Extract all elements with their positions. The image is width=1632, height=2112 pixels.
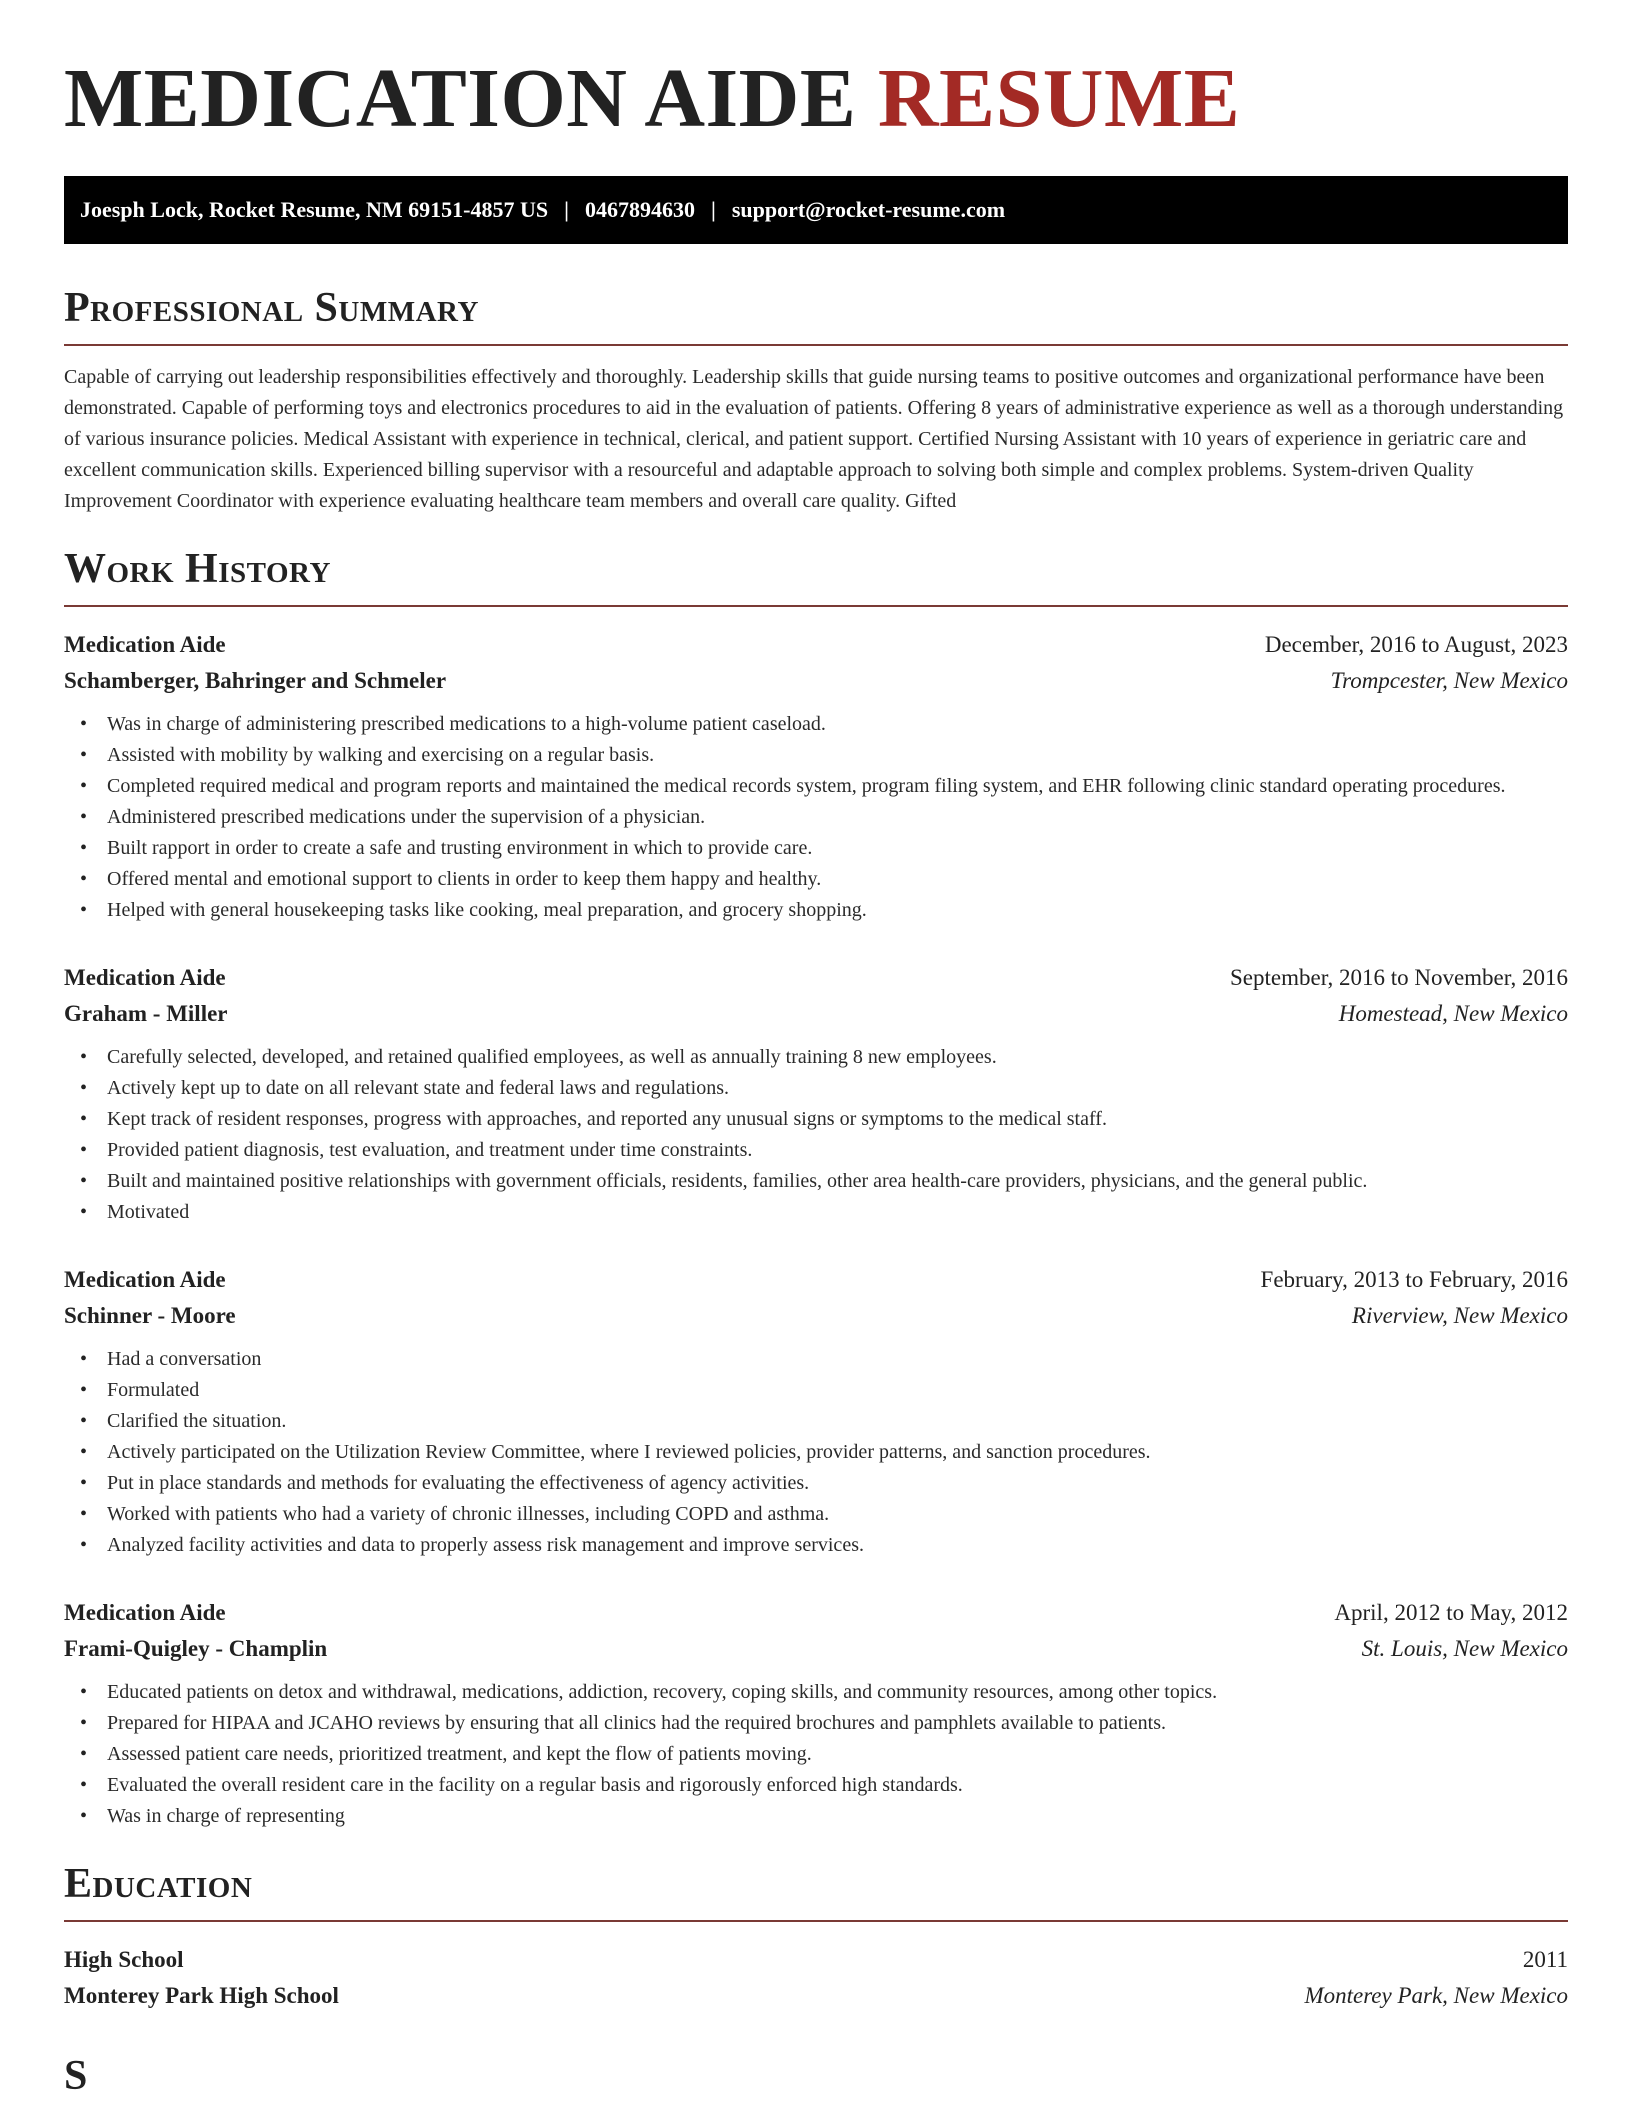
title-main: MEDICATION AIDE: [64, 52, 857, 145]
job-bullet: • Educated patients on detox and withdrawal, medications, addiction, recovery, coping skills, and community resources, among other topics.: [107, 1677, 1568, 1708]
job-header-row: [64, 960, 1568, 996]
job-header-row: [64, 1262, 1568, 1298]
education-heading: Education: [64, 1858, 1568, 1922]
contact-bar: [64, 176, 1568, 244]
resume-title: [64, 0, 1568, 146]
work-history-section: [64, 543, 1568, 1832]
next-section-heading: S: [64, 2053, 88, 2099]
job-location: St. Louis, New Mexico: [1361, 1636, 1568, 1661]
work-history-heading: Work History: [64, 543, 1568, 607]
job-bullet: • Completed required medical and program reports and maintained the medical records system, program filing system, and EHR following clinic standard operating procedures.: [107, 771, 1568, 802]
job-role: Medication Aide: [64, 965, 226, 990]
job-bullet: • Assisted with mobility by walking and exercising on a regular basis.: [107, 740, 1568, 771]
resume-content: [64, 0, 1568, 2112]
job-bullet: • Assessed patient care needs, prioritized treatment, and kept the flow of patients moving.: [107, 1739, 1568, 1770]
education-degree: High School: [64, 1947, 184, 1972]
job-company-row: [64, 1298, 1568, 1334]
job-company-row: [64, 663, 1568, 699]
job-bullet: • Analyzed facility activities and data to properly assess risk management and improve services.: [107, 1530, 1568, 1561]
job-location: Trompcester, New Mexico: [1330, 668, 1568, 693]
job-bullet: • Worked with patients who had a variety of chronic illnesses, including COPD and asthma.: [107, 1499, 1568, 1530]
job-bullet: • Kept track of resident responses, progress with approaches, and reported any unusual signs or symptoms to the medical staff.: [107, 1104, 1568, 1135]
job-bullet: • Helped with general housekeeping tasks like cooking, meal preparation, and grocery shopping.: [107, 895, 1568, 926]
job-bullets: [64, 1677, 1568, 1832]
job-bullet: • Provided patient diagnosis, test evaluation, and treatment under time constraints.: [107, 1135, 1568, 1166]
job-bullet: • Offered mental and emotional support to clients in order to keep them happy and healthy.: [107, 864, 1568, 895]
title-accent: RESUME: [877, 52, 1241, 145]
job-dates: December, 2016 to August, 2023: [1264, 632, 1568, 657]
job-entry: [64, 960, 1568, 1228]
contact-phone: 0467894630: [584, 197, 695, 222]
job-dates: February, 2013 to February, 2016: [1260, 1267, 1568, 1292]
job-bullets: [64, 709, 1568, 926]
job-header-row: [64, 1595, 1568, 1631]
education-year: 2011: [1522, 1947, 1568, 1972]
job-role: Medication Aide: [64, 1267, 226, 1292]
job-location: Homestead, New Mexico: [1338, 1001, 1568, 1026]
job-bullet: • Carefully selected, developed, and retained qualified employees, as well as annually training 8 new employees.: [107, 1042, 1568, 1073]
education-header-row: [64, 1942, 1568, 1978]
job-bullet: • Built rapport in order to create a safe and trusting environment in which to provide care.: [107, 833, 1568, 864]
summary-heading: Professional Summary: [64, 282, 1568, 346]
contact-separator: |: [710, 197, 716, 222]
next-section-partial: [64, 2050, 1568, 2112]
job-bullet: • Actively participated on the Utilization Review Committee, where I reviewed policies, provider patterns, and sanction procedures.: [107, 1437, 1568, 1468]
job-entry: [64, 1262, 1568, 1561]
job-dates: April, 2012 to May, 2012: [1334, 1600, 1568, 1625]
job-role: Medication Aide: [64, 1600, 226, 1625]
job-bullet: • Administered prescribed medications under the supervision of a physician.: [107, 802, 1568, 833]
job-bullet: • Formulated: [107, 1375, 1568, 1406]
job-company: Schinner - Moore: [64, 1303, 236, 1328]
job-company-row: [64, 996, 1568, 1032]
job-bullet: • Had a conversation: [107, 1344, 1568, 1375]
contact-separator: |: [564, 197, 569, 222]
job-bullets: [64, 1042, 1568, 1228]
job-bullet: • Was in charge of administering prescribed medications to a high-volume patient caseload.: [107, 709, 1568, 740]
job-bullet: • Was in charge of representing: [107, 1801, 1568, 1832]
job-bullet: • Clarified the situation.: [107, 1406, 1568, 1437]
contact-address: Joesph Lock, Rocket Resume, NM 69151-4857 US: [80, 197, 549, 222]
job-bullet: • Motivated: [107, 1197, 1568, 1228]
education-school-row: [64, 1978, 1568, 2014]
job-bullet: • Prepared for HIPAA and JCAHO reviews by ensuring that all clinics had the required brochures and pamphlets available to patients.: [107, 1708, 1568, 1739]
job-bullet: • Actively kept up to date on all relevant state and federal laws and regulations.: [107, 1073, 1568, 1104]
education-school: Monterey Park High School: [64, 1983, 339, 2008]
job-bullet: • Put in place standards and methods for evaluating the effectiveness of agency activities.: [107, 1468, 1568, 1499]
job-role: Medication Aide: [64, 632, 226, 657]
job-company-row: [64, 1631, 1568, 1667]
summary-text: Capable of carrying out leadership responsibilities effectively and thoroughly. Leadership skills that guide nursing teams to positive outcomes and organizational performance have been demonstrated. Capable of performing toys and electronics procedures to aid in the evaluation of patients. Offering 8 years of administrative experience as well as a thorough understanding of various insurance policies. Medical Assistant with experience in technical, clerical, and patient support. Certified Nursing Assistant with 10 years of experience in geriatric care and excellent communication skills. Experienced billing supervisor with a resourceful and adaptable approach to solving both simple and complex problems. System-driven Quality Improvement Coordinator with experience evaluating healthcare team members and overall care quality. Gifted: [64, 366, 1564, 512]
education-entry: [64, 1942, 1568, 2014]
job-dates: September, 2016 to November, 2016: [1230, 965, 1568, 990]
education-section: [64, 1858, 1568, 2014]
job-entry: [64, 627, 1568, 926]
job-company: Graham - Miller: [64, 1001, 228, 1026]
education-location: Monterey Park, New Mexico: [1304, 1983, 1568, 2008]
job-location: Riverview, New Mexico: [1351, 1303, 1568, 1328]
job-company: Frami-Quigley - Champlin: [64, 1636, 328, 1661]
job-header-row: [64, 627, 1568, 663]
contact-email: support@rocket-resume.com: [731, 197, 1006, 222]
job-bullet: • Built and maintained positive relationships with government officials, residents, families, other area health-care providers, physicians, and the general public.: [107, 1166, 1568, 1197]
job-bullet: • Evaluated the overall resident care in the facility on a regular basis and rigorously enforced high standards.: [107, 1770, 1568, 1801]
job-bullets: [64, 1344, 1568, 1561]
job-entry: [64, 1595, 1568, 1832]
job-company: Schamberger, Bahringer and Schmeler: [64, 668, 447, 693]
